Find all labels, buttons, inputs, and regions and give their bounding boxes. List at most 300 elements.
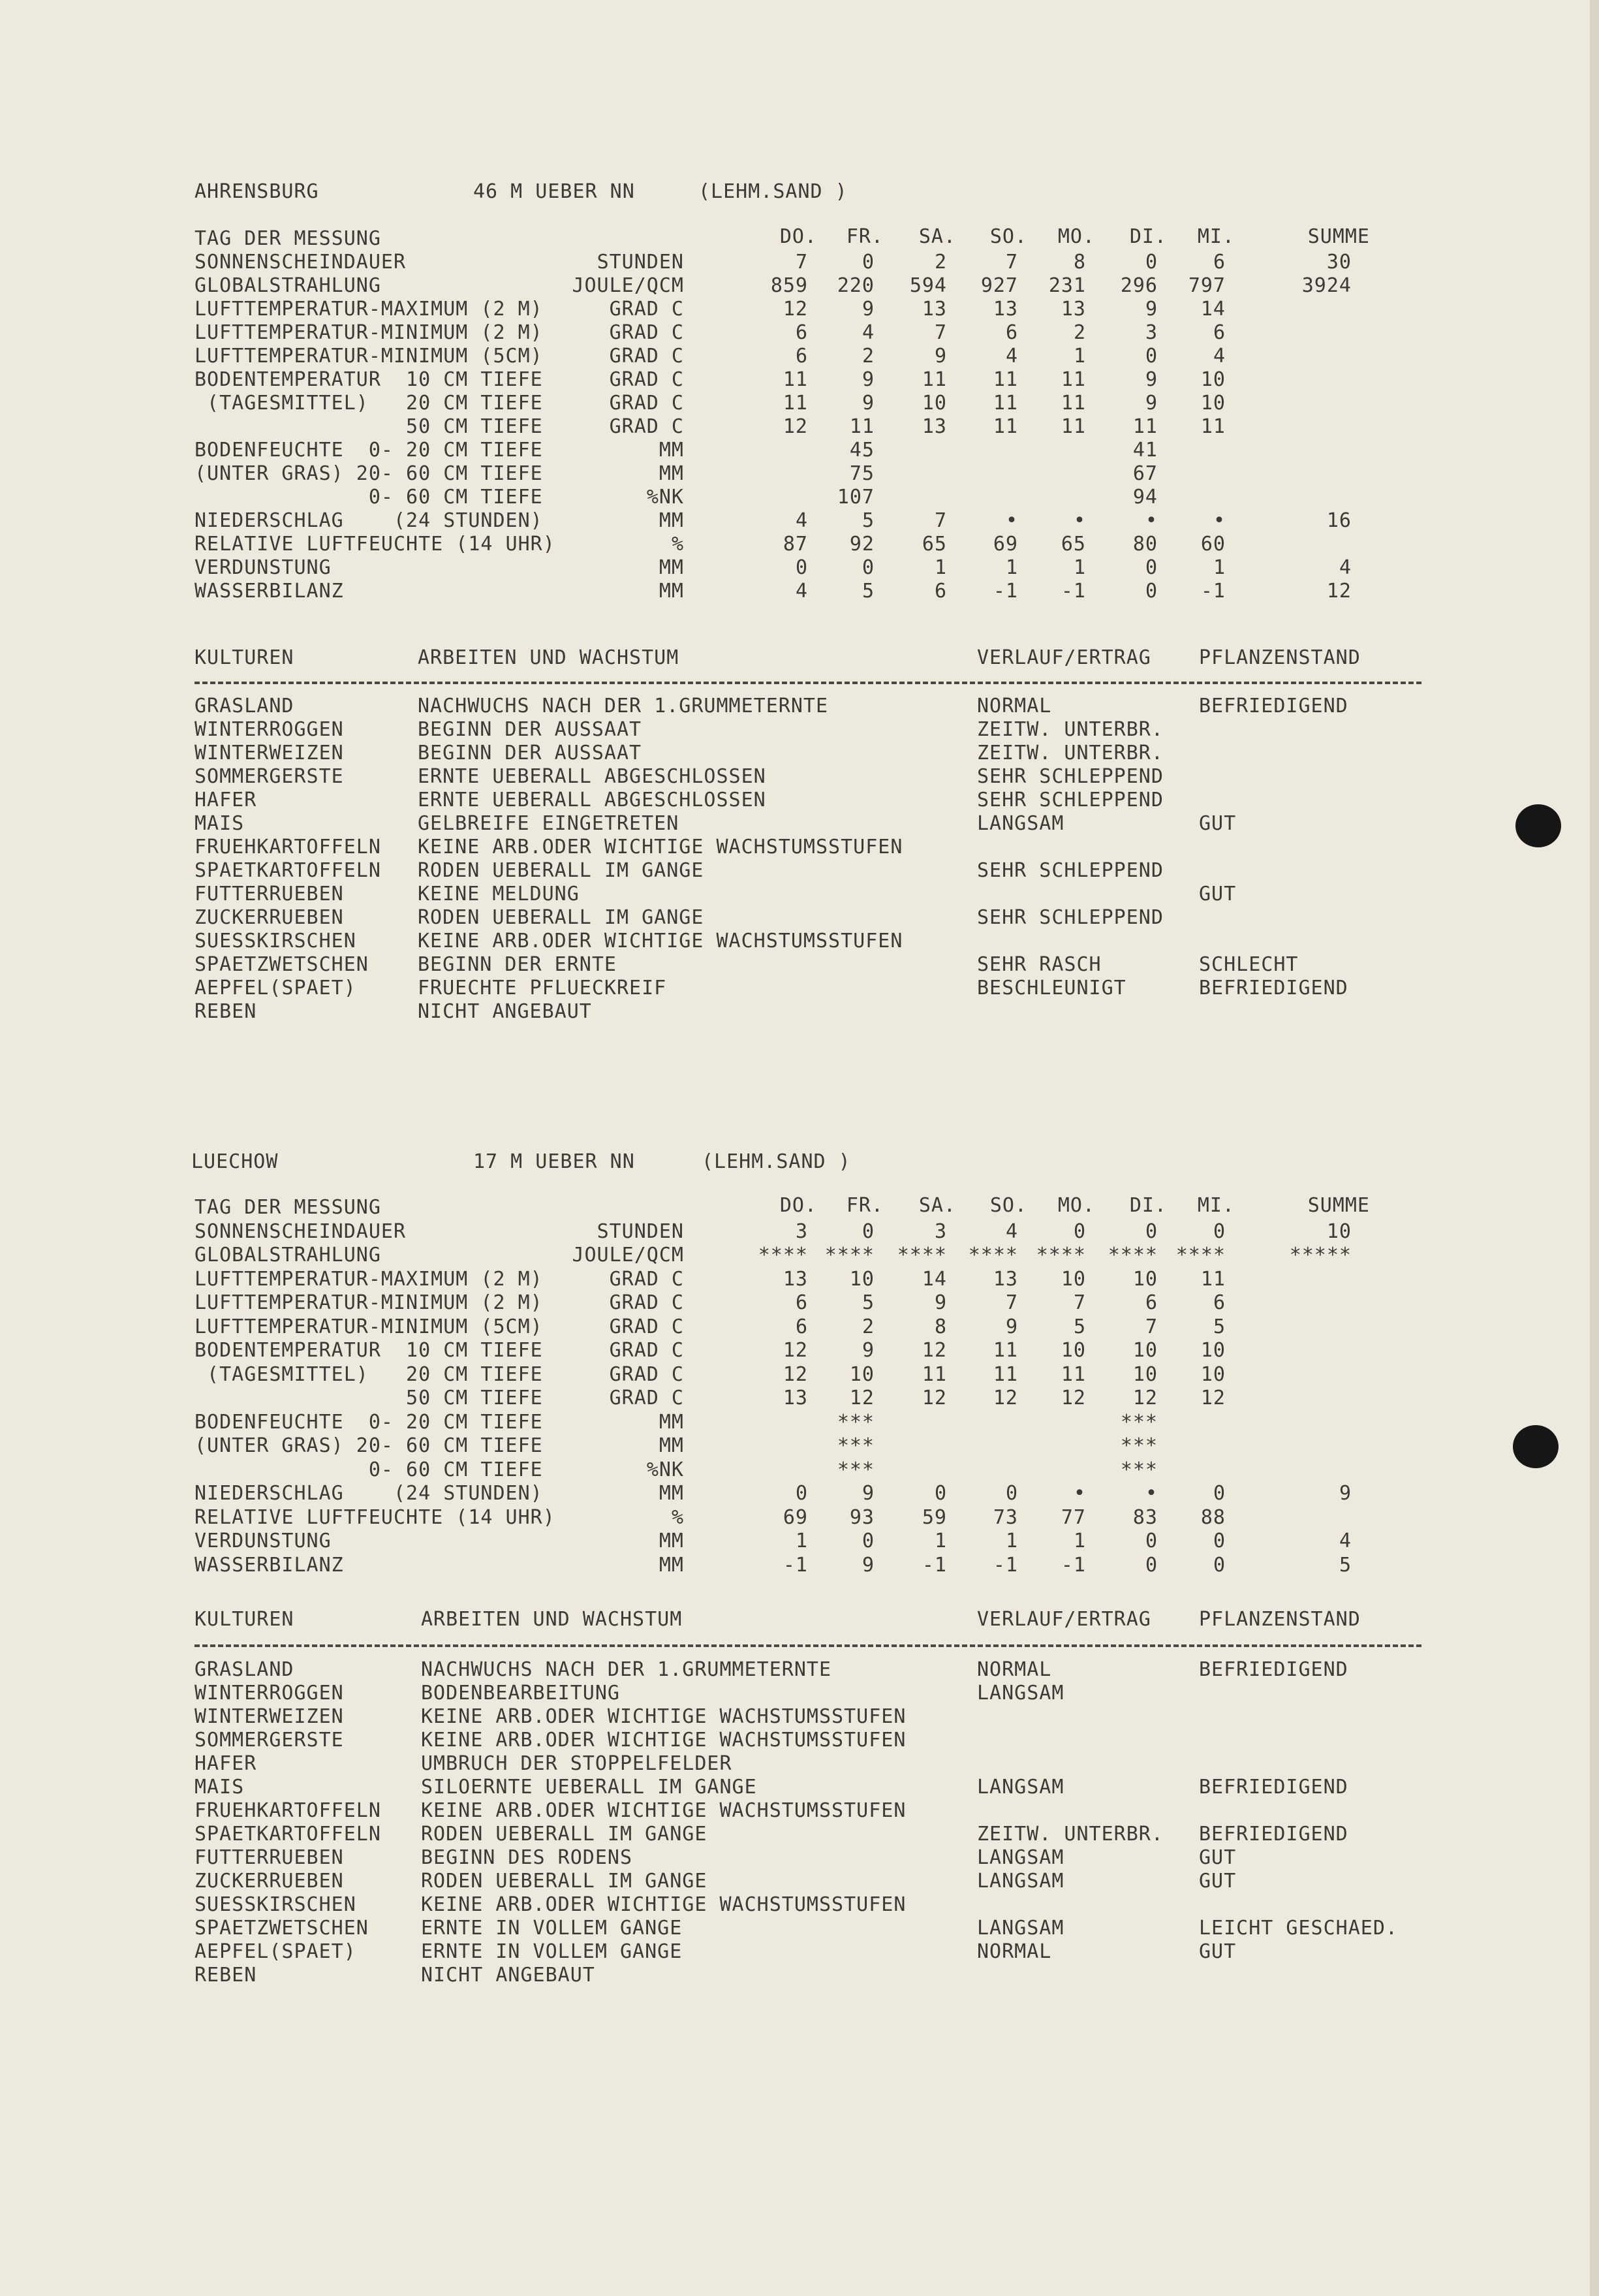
measurement-value: 594 — [909, 274, 947, 297]
measurement-value: 88 — [1200, 1506, 1226, 1529]
measurement-unit: GRAD C — [609, 1315, 684, 1338]
weekday-header: MO. — [1057, 1194, 1095, 1217]
crop-name: WINTERROGGEN — [194, 1682, 344, 1705]
weekday-header: DI. — [1129, 225, 1167, 248]
crop-name: GRASLAND — [194, 1658, 294, 1681]
crop-name: GRASLAND — [194, 695, 294, 717]
weekday-header: SO. — [989, 225, 1027, 248]
measurement-value: 1 — [934, 1530, 947, 1552]
measurement-value: 92 — [849, 533, 875, 556]
measurement-sum: 10 — [1326, 1220, 1352, 1243]
weekday-header: SO. — [989, 1194, 1027, 1217]
crop-course: NORMAL — [977, 695, 1052, 717]
measurement-unit: MM — [659, 1530, 684, 1552]
measurement-unit: GRAD C — [609, 1268, 684, 1291]
crop-name: FRUEHKARTOFFELN — [194, 1799, 381, 1822]
punch-hole-lower — [1513, 1425, 1559, 1468]
measurement-value: 12 — [849, 1387, 875, 1409]
measurement-value: 13 — [922, 415, 947, 438]
measurement-value: 9 — [934, 1291, 947, 1314]
measurement-value: -1 — [1061, 580, 1086, 603]
crop-stand: GUT — [1199, 883, 1237, 905]
crop-name: HAFER — [194, 789, 257, 811]
crop-course: LANGSAM — [977, 1682, 1064, 1705]
weekday-header: SA. — [918, 1194, 956, 1217]
crop-course: LANGSAM — [977, 812, 1064, 835]
measurement-value: 7 — [1073, 1291, 1086, 1314]
measurement-sum: 5 — [1339, 1554, 1352, 1577]
measurement-value: -1 — [1200, 580, 1226, 603]
measurement-label: (TAGESMITTEL) 20 CM TIEFE — [194, 1363, 543, 1386]
measurement-value: 13 — [922, 298, 947, 321]
measurement-value: 7 — [934, 321, 947, 344]
crop-course: BESCHLEUNIGT — [977, 977, 1126, 999]
crop-name: SPAETKARTOFFELN — [194, 859, 381, 882]
measurement-value: 11 — [1200, 415, 1226, 438]
weekday-header: SA. — [918, 225, 956, 248]
measurement-label: (UNTER GRAS) 20- 60 CM TIEFE — [194, 462, 543, 485]
measurement-value: 0 — [1145, 1554, 1158, 1577]
crop-work: KEINE ARB.ODER WICHTIGE WACHSTUMSSTUFEN — [421, 1893, 907, 1916]
measurement-sum: ***** — [1289, 1244, 1352, 1266]
measurement-value: 3 — [934, 1220, 947, 1243]
measurement-value: 2 — [862, 1315, 875, 1338]
crop-course: NORMAL — [977, 1940, 1052, 1963]
measurement-value: • — [1145, 1482, 1158, 1505]
measurement-label: BODENFEUCHTE 0- 20 CM TIEFE — [194, 439, 543, 462]
measurement-value: 11 — [1061, 392, 1086, 415]
sum-header: SUMME — [1307, 225, 1370, 248]
crop-name: SPAETZWETSCHEN — [194, 953, 369, 976]
measurement-label: NIEDERSCHLAG (24 STUNDEN) — [194, 509, 543, 532]
measurement-value: 13 — [783, 1387, 808, 1409]
measurement-value: 2 — [934, 251, 947, 274]
measurement-value: 1 — [934, 556, 947, 579]
crop-work: BODENBEARBEITUNG — [421, 1682, 620, 1705]
measurement-unit: GRAD C — [609, 345, 684, 368]
crop-course: SEHR SCHLEPPEND — [977, 906, 1164, 929]
measurement-value: 6 — [1213, 321, 1226, 344]
crop-work: ERNTE UEBERALL ABGESCHLOSSEN — [418, 765, 766, 788]
crop-stand: GUT — [1199, 1940, 1237, 1963]
measurement-value: 4 — [1005, 1220, 1018, 1243]
measurement-label: LUFTTEMPERATUR-MINIMUM (2 M) — [194, 1291, 543, 1314]
measurement-value: 11 — [1061, 415, 1086, 438]
measurement-label: WASSERBILANZ — [194, 1554, 344, 1577]
measurement-value: 1 — [1005, 1530, 1018, 1552]
measurement-value: 4 — [1213, 345, 1226, 368]
measurement-value: 9 — [862, 1339, 875, 1362]
measurement-value: 231 — [1048, 274, 1086, 297]
crops-header-course: VERLAUF/ERTRAG — [977, 1608, 1151, 1631]
measurement-value: 67 — [1132, 462, 1158, 485]
crops-header-work: ARBEITEN UND WACHSTUM — [421, 1608, 683, 1631]
station-name: AHRENSBURG — [194, 180, 319, 203]
measurement-value: 93 — [849, 1506, 875, 1529]
measurement-value: *** — [1120, 1411, 1158, 1434]
measurement-value: 8 — [934, 1315, 947, 1338]
measurement-label: LUFTTEMPERATUR-MINIMUM (2 M) — [194, 321, 543, 344]
measurement-value: 11 — [922, 1363, 947, 1386]
measurement-value: 9 — [1005, 1315, 1018, 1338]
measurement-value: 3 — [795, 1220, 808, 1243]
crop-course: ZEITW. UNTERBR. — [977, 742, 1164, 764]
crop-course: SEHR SCHLEPPEND — [977, 859, 1164, 882]
measurement-value: 7 — [934, 509, 947, 532]
measurement-value: 10 — [1200, 1339, 1226, 1362]
measurement-value: 1 — [1073, 556, 1086, 579]
measurement-value: 0 — [862, 1220, 875, 1243]
measurement-value: 4 — [795, 580, 808, 603]
measurement-value: 0 — [795, 556, 808, 579]
measurement-value: 11 — [993, 415, 1018, 438]
measurement-value: *** — [837, 1458, 875, 1481]
measurement-value: 11 — [922, 368, 947, 391]
crop-stand: BEFRIEDIGEND — [1199, 1658, 1348, 1681]
measurement-value: 5 — [1213, 1315, 1226, 1338]
crop-name: SPAETZWETSCHEN — [194, 1917, 369, 1940]
crop-work: KEINE ARB.ODER WICHTIGE WACHSTUMSSTUFEN — [421, 1705, 907, 1728]
crop-work: FRUECHTE PFLUECKREIF — [418, 977, 667, 999]
crop-name: MAIS — [194, 1776, 245, 1799]
measurement-value: 0 — [1145, 345, 1158, 368]
measurement-value: 10 — [849, 1363, 875, 1386]
measurement-label: (TAGESMITTEL) 20 CM TIEFE — [194, 392, 543, 415]
measurement-value: 13 — [993, 1268, 1018, 1291]
measurement-value: 12 — [922, 1339, 947, 1362]
measurement-label: GLOBALSTRAHLUNG — [194, 274, 381, 297]
measurement-unit: MM — [659, 509, 684, 532]
measurement-value: 11 — [783, 392, 808, 415]
crop-work: NICHT ANGEBAUT — [418, 1000, 592, 1023]
measurement-value: 4 — [1005, 345, 1018, 368]
measurement-value: 9 — [862, 298, 875, 321]
measurement-value: • — [1073, 1482, 1086, 1505]
measurement-label: VERDUNSTUNG — [194, 1530, 332, 1552]
measurement-value: 10 — [1132, 1363, 1158, 1386]
measurement-unit: MM — [659, 1434, 684, 1457]
measurement-value: **** — [1108, 1244, 1158, 1266]
measurement-value: 41 — [1132, 439, 1158, 462]
measurement-sum: 9 — [1339, 1482, 1352, 1505]
measurement-value: • — [1145, 509, 1158, 532]
measurement-value: -1 — [1061, 1554, 1086, 1577]
crop-name: WINTERWEIZEN — [194, 742, 344, 764]
measurement-value: 10 — [1132, 1268, 1158, 1291]
crop-stand: SCHLECHT — [1199, 953, 1299, 976]
crops-header-stand: PFLANZENSTAND — [1199, 1608, 1361, 1631]
measurement-value: *** — [837, 1434, 875, 1457]
measurement-label: LUFTTEMPERATUR-MAXIMUM (2 M) — [194, 298, 543, 321]
crop-course: ZEITW. UNTERBR. — [977, 1823, 1164, 1846]
weekday-header: MI. — [1197, 1194, 1235, 1217]
measurement-value: **** — [1036, 1244, 1086, 1266]
measurement-value: 10 — [849, 1268, 875, 1291]
measurement-value: *** — [1120, 1458, 1158, 1481]
measurement-label: (UNTER GRAS) 20- 60 CM TIEFE — [194, 1434, 543, 1457]
measurement-value: 83 — [1132, 1506, 1158, 1529]
measurement-label: GLOBALSTRAHLUNG — [194, 1244, 381, 1266]
measurement-value: 0 — [1145, 251, 1158, 274]
measurement-unit: GRAD C — [609, 392, 684, 415]
station-name: LUECHOW — [191, 1150, 279, 1173]
measurement-value: 1 — [1005, 556, 1018, 579]
crop-stand: BEFRIEDIGEND — [1199, 695, 1348, 717]
measurement-unit: GRAD C — [609, 1339, 684, 1362]
measurement-unit: MM — [659, 1482, 684, 1505]
measurement-label: SONNENSCHEINDAUER — [194, 251, 407, 274]
measurement-sum: 16 — [1326, 509, 1352, 532]
measurement-unit: %NK — [646, 486, 684, 509]
measurement-value: -1 — [993, 580, 1018, 603]
measurement-value: 13 — [1061, 298, 1086, 321]
crop-work: RODEN UEBERALL IM GANGE — [421, 1823, 707, 1846]
crop-name: SPAETKARTOFFELN — [194, 1823, 381, 1846]
measurement-sum: 12 — [1326, 580, 1352, 603]
crop-course: LANGSAM — [977, 1776, 1064, 1799]
measurement-value: 0 — [1005, 1482, 1018, 1505]
measurement-value: **** — [824, 1244, 875, 1266]
measurement-value: 5 — [862, 1291, 875, 1314]
crop-work: KEINE ARB.ODER WICHTIGE WACHSTUMSSTUFEN — [421, 1729, 907, 1752]
measurement-value: 11 — [783, 368, 808, 391]
measurement-value: 5 — [862, 580, 875, 603]
measurement-value: 0 — [1213, 1530, 1226, 1552]
weekday-header: MI. — [1197, 225, 1235, 248]
measurement-value: 87 — [783, 533, 808, 556]
crop-stand: GUT — [1199, 1846, 1237, 1869]
measurement-value: 8 — [1073, 251, 1086, 274]
crop-name: FUTTERRUEBEN — [194, 1846, 344, 1869]
crop-stand: LEICHT GESCHAED. — [1199, 1917, 1398, 1940]
measurement-value: 0 — [1145, 1220, 1158, 1243]
measurement-value: 10 — [1061, 1339, 1086, 1362]
measurement-value: 12 — [993, 1387, 1018, 1409]
measurement-value: **** — [897, 1244, 947, 1266]
crop-work: ERNTE UEBERALL ABGESCHLOSSEN — [418, 789, 766, 811]
crop-work: RODEN UEBERALL IM GANGE — [418, 906, 704, 929]
measurement-unit: GRAD C — [609, 1363, 684, 1386]
measurement-value: 65 — [1061, 533, 1086, 556]
crop-work: BEGINN DER AUSSAAT — [418, 718, 642, 741]
crop-name: SUESSKIRSCHEN — [194, 930, 356, 952]
measurement-value: 11 — [993, 368, 1018, 391]
measurement-value: 220 — [837, 274, 875, 297]
measurement-unit: %NK — [646, 1458, 684, 1481]
measurement-value: 0 — [1145, 580, 1158, 603]
crops-header-crop: KULTUREN — [194, 1608, 294, 1631]
measurement-value: 6 — [795, 1315, 808, 1338]
measurement-value: 797 — [1188, 274, 1226, 297]
measurement-unit: GRAD C — [609, 368, 684, 391]
measurement-value: 1 — [795, 1530, 808, 1552]
weekday-header: DO. — [779, 225, 817, 248]
weekday-header: DI. — [1129, 1194, 1167, 1217]
measurement-value: 12 — [1061, 1387, 1086, 1409]
measurement-value: **** — [758, 1244, 808, 1266]
crop-work: GELBREIFE EINGETRETEN — [418, 812, 679, 835]
station-elevation: 17 M UEBER NN — [473, 1150, 635, 1173]
crop-work: BEGINN DER ERNTE — [418, 953, 617, 976]
measurement-unit: MM — [659, 556, 684, 579]
punch-hole-upper — [1515, 804, 1561, 847]
measurement-value: 12 — [783, 1363, 808, 1386]
measurement-value: 69 — [783, 1506, 808, 1529]
crop-stand: GUT — [1199, 812, 1237, 835]
crop-work: KEINE MELDUNG — [418, 883, 580, 905]
measurement-value: 296 — [1120, 274, 1158, 297]
measurement-value: 10 — [1200, 1363, 1226, 1386]
crop-name: HAFER — [194, 1752, 257, 1775]
measurement-unit: GRAD C — [609, 1387, 684, 1409]
measurement-value: 12 — [922, 1387, 947, 1409]
measurement-value: 94 — [1132, 486, 1158, 509]
crop-work: BEGINN DES RODENS — [421, 1846, 633, 1869]
sum-header: SUMME — [1307, 1194, 1370, 1217]
measurement-value: 9 — [1145, 392, 1158, 415]
measurement-value: 12 — [1200, 1387, 1226, 1409]
measurement-value: 10 — [1061, 1268, 1086, 1291]
measurement-value: 9 — [862, 368, 875, 391]
measurement-unit: MM — [659, 1411, 684, 1434]
measurement-value: 2 — [1073, 321, 1086, 344]
crop-work: NACHWUCHS NACH DER 1.GRUMMETERNTE — [421, 1658, 832, 1681]
measurement-value: 927 — [980, 274, 1018, 297]
crop-work: NICHT ANGEBAUT — [421, 1964, 595, 1987]
crop-course: LANGSAM — [977, 1870, 1064, 1893]
station-elevation: 46 M UEBER NN — [473, 180, 635, 203]
measurement-value: *** — [837, 1411, 875, 1434]
crop-work: BEGINN DER AUSSAAT — [418, 742, 642, 764]
measurement-unit: MM — [659, 439, 684, 462]
measurement-value: 11 — [1061, 368, 1086, 391]
crop-name: SUESSKIRSCHEN — [194, 1893, 356, 1916]
weekday-header: FR. — [846, 1194, 884, 1217]
measurement-value: 859 — [770, 274, 808, 297]
measurement-label: 50 CM TIEFE — [194, 1387, 543, 1409]
measurement-unit: MM — [659, 580, 684, 603]
crop-stand: BEFRIEDIGEND — [1199, 977, 1348, 999]
measurement-value: 6 — [1213, 1291, 1226, 1314]
measurement-value: 1 — [1213, 556, 1226, 579]
measurement-value: 7 — [1005, 251, 1018, 274]
crop-name: SOMMERGERSTE — [194, 1729, 344, 1752]
measurement-value: 12 — [783, 415, 808, 438]
measurement-unit: % — [671, 1506, 684, 1529]
measurement-value: 11 — [849, 415, 875, 438]
measurement-value: • — [1213, 509, 1226, 532]
crop-work: UMBRUCH DER STOPPELFELDER — [421, 1752, 732, 1775]
measurement-value: 9 — [1145, 368, 1158, 391]
measurement-unit: GRAD C — [609, 1291, 684, 1314]
measurement-value: 10 — [1200, 368, 1226, 391]
measurement-value: 0 — [1213, 1554, 1226, 1577]
measurement-value: -1 — [922, 1554, 947, 1577]
measurement-value: 10 — [922, 392, 947, 415]
crop-name: FUTTERRUEBEN — [194, 883, 344, 905]
measurement-value: 0 — [862, 1530, 875, 1552]
crops-header-stand: PFLANZENSTAND — [1199, 646, 1361, 669]
measurement-value: 7 — [1005, 1291, 1018, 1314]
measurement-value: 11 — [1132, 415, 1158, 438]
weekday-header: MO. — [1057, 225, 1095, 248]
crop-name: SOMMERGERSTE — [194, 765, 344, 788]
measurement-label: SONNENSCHEINDAUER — [194, 1220, 407, 1243]
measurement-value: -1 — [783, 1554, 808, 1577]
measurement-label: LUFTTEMPERATUR-MINIMUM (5CM) — [194, 1315, 543, 1338]
crop-course: NORMAL — [977, 1658, 1052, 1681]
measurement-value: 59 — [922, 1506, 947, 1529]
measurement-value: 13 — [783, 1268, 808, 1291]
crops-header-work: ARBEITEN UND WACHSTUM — [418, 646, 679, 669]
dashed-separator — [194, 682, 1421, 684]
measurement-label: TAG DER MESSUNG — [194, 1196, 381, 1219]
measurement-value: 7 — [1145, 1315, 1158, 1338]
measurement-label: LUFTTEMPERATUR-MINIMUM (5CM) — [194, 345, 543, 368]
measurement-value: 0 — [1145, 1530, 1158, 1552]
measurement-unit: JOULE/QCM — [572, 274, 684, 297]
crop-course: SEHR RASCH — [977, 953, 1102, 976]
measurement-value: 9 — [862, 1482, 875, 1505]
crop-course: LANGSAM — [977, 1917, 1064, 1940]
measurement-value: 6 — [1005, 321, 1018, 344]
crop-name: FRUEHKARTOFFELN — [194, 836, 381, 858]
measurement-value: 45 — [849, 439, 875, 462]
measurement-label: BODENFEUCHTE 0- 20 CM TIEFE — [194, 1411, 543, 1434]
crop-name: MAIS — [194, 812, 245, 835]
measurement-value: 9 — [862, 392, 875, 415]
measurement-value: 6 — [1145, 1291, 1158, 1314]
crop-work: SILOERNTE UEBERALL IM GANGE — [421, 1776, 757, 1799]
measurement-unit: MM — [659, 1554, 684, 1577]
crop-course: SEHR SCHLEPPEND — [977, 765, 1164, 788]
crop-work: NACHWUCHS NACH DER 1.GRUMMETERNTE — [418, 695, 829, 717]
station-soil: (LEHM.SAND ) — [702, 1150, 851, 1173]
measurement-value: -1 — [993, 1554, 1018, 1577]
measurement-value: 2 — [862, 345, 875, 368]
measurement-value: 0 — [795, 1482, 808, 1505]
measurement-value: 4 — [862, 321, 875, 344]
measurement-value: 9 — [1145, 298, 1158, 321]
crop-stand: GUT — [1199, 1870, 1237, 1893]
measurement-value: 10 — [1132, 1339, 1158, 1362]
crop-work: RODEN UEBERALL IM GANGE — [418, 859, 704, 882]
measurement-value: 11 — [1200, 1268, 1226, 1291]
measurement-value: 73 — [993, 1506, 1018, 1529]
measurement-label: RELATIVE LUFTFEUCHTE (14 UHR) — [194, 1506, 555, 1529]
measurement-value: 77 — [1061, 1506, 1086, 1529]
measurement-value: 5 — [1073, 1315, 1086, 1338]
crop-work: KEINE ARB.ODER WICHTIGE WACHSTUMSSTUFEN — [418, 836, 903, 858]
crops-header-crop: KULTUREN — [194, 646, 294, 669]
measurement-value: 80 — [1132, 533, 1158, 556]
crop-name: REBEN — [194, 1964, 257, 1987]
measurement-value: 6 — [795, 345, 808, 368]
measurement-unit: STUNDEN — [597, 251, 684, 274]
measurement-value: 11 — [993, 1339, 1018, 1362]
measurement-sum: 4 — [1339, 556, 1352, 579]
measurement-sum: 3924 — [1301, 274, 1352, 297]
measurement-label: WASSERBILANZ — [194, 580, 344, 603]
measurement-value: 69 — [993, 533, 1018, 556]
measurement-label: BODENTEMPERATUR 10 CM TIEFE — [194, 1339, 543, 1362]
measurement-value: 7 — [795, 251, 808, 274]
measurement-value: • — [1073, 509, 1086, 532]
crop-name: AEPFEL(SPAET) — [194, 1940, 356, 1963]
crop-work: ERNTE IN VOLLEM GANGE — [421, 1917, 683, 1940]
measurement-label: TAG DER MESSUNG — [194, 227, 381, 250]
crop-work: KEINE ARB.ODER WICHTIGE WACHSTUMSSTUFEN — [421, 1799, 907, 1822]
